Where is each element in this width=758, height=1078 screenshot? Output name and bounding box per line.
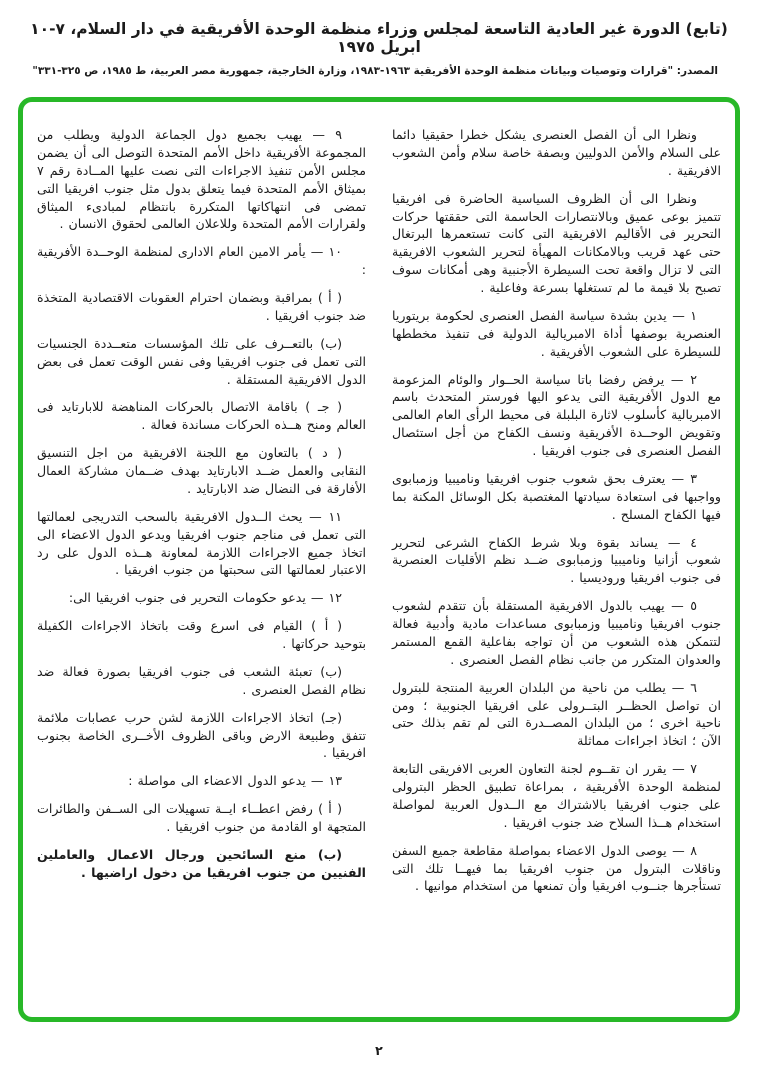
paragraph-item-8: ٨ — يوصى الدول الاعضاء بمواصلة مقاطعة جميع السفن وناقلات البترول من جنوب افريقيا بما فيهــا تلك التى تستأجرها جنــوب افريقيا وأن تمنعها من استخدام موانيها .	[392, 842, 721, 894]
paragraph-item-10-a: ( أ ) بمراقبة وبضمان احترام العقوبات الاقتصادية المتخذة ضد جنوب افريقيا .	[37, 290, 366, 323]
paragraph-item-1: ١ — يدين بشدة سياسة الفصل العنصرى لحكومة بريتوريا العنصرية بوصفها أداة الامبريالية الدولية فى تنفيذ مخططها للسيطرة على الشعوب الأفريقية .	[392, 307, 721, 359]
paragraph-item-2: ٢ — يرفض رفضا باتا سياسة الحــوار والوئام المزعومة مع الدول الأفريقية التى يدعو اليها فورستر المتحدث باسم الامبريالية كأسلوب لاثارة البلبلة فى محيط الرأى العام العالمى وتقويض الوحــدة الأفريقية ونسف الكفاح من أجل استئصال الفصل العنصرى فى جنوب افريقيا .	[392, 371, 721, 458]
paragraph-item-13: ١٣ — يدعو الدول الاعضاء الى مواصلة :	[128, 773, 342, 789]
paragraph-item-10: ١٠ — يأمر الامين العام الادارى لمنظمة الوحــدة الأفريقية :	[37, 244, 366, 278]
column-left	[37, 126, 366, 1007]
paragraph-item-12-b: (ب) تعبئة الشعب فى جنوب افريقيا بصورة فعالة ضد نظام الفصل العنصرى .	[37, 663, 366, 697]
paragraph-item-10-d: ( د ) بالتعاون مع اللجنة الافريقية من اجل التنسيق النقابى والعمل ضــد الابارتايد بهدف ضــمان مشاركة العمال الأفارقة فى النضال ضد الابارتايد .	[37, 445, 366, 496]
document-source-line: المصدر: "قرارات وتوصيات وبيانات منظمة الوحدة الأفريقية ١٩٦٣-١٩٨٣، وزارة الخارجية، جمهورية مصر العربية، ط ١٩٨٥، ص ٣٢٥-٣٣١"	[32, 65, 718, 77]
document-title: (تابع) الدورة غير العادية التاسعة لمجلس وزراء منظمة الوحدة الأفريقية في دار السلام، ٧-١٠ ابريل ١٩٧٥	[30, 20, 728, 56]
paragraph-item-13-a: ( أ ) رفض اعطــاء ايــة تسهيلات الى الســفن والطائرات المتجهة او القادمة من جنوب افريقيا .	[37, 801, 366, 834]
paragraph-item-12-a: ( أ ) القيام فى اسرع وقت باتخاذ الاجراءات الكفيلة بتوحيد حركاتها .	[37, 618, 366, 651]
page-number: ٢	[375, 1043, 383, 1058]
paragraph-item-11: ١١ — يحث الــدول الافريقية بالسحب التدريجى لعمالتها التى تعمل فى مناجم جنوب افريقيا ويدعو الدول الاعضاء الى اتخاذ جميع الاجراءات اللازمة لمعاونة هــذه الدول على رد الاعتبار لعمالتها التى سحبتها من جنوب افريقيا .	[37, 508, 366, 578]
paragraph-preamble-2: ونظرا الى أن الظروف السياسية الحاضرة فى افريقيا تتميز بوعى عميق وبالانتصارات الحاسمة التى حققتها حركات التحرير فى الأقاليم الافريقية التى كانت تستعمرها البرتغال حتى عهد قريب وبالامكانات المهيأة لتحرير الشعوب الافريقية التى لا تزال واقعة تحت السيطرة الأجنبية وهى أمكانات سوف تصبح بلا قيمة ما لم تستغلها بسرعة وفاعلية .	[392, 190, 721, 295]
green-border-content-frame	[18, 97, 740, 1022]
page-header	[0, 0, 758, 77]
paragraph-item-12: ١٢ — يدعو حكومات التحرير فى جنوب افريقيا الى:	[68, 590, 342, 606]
paragraph-item-6: ٦ — يطلب من ناحية من البلدان العربية المنتجة للبترول ان تواصل الحظــر البتــرولى على افريقيا الجنوبية ؛ ومن ناحية اخرى ؛ من البلدان المصــدرة التى لم تقم بذلك حتى الآن ؛ اتخاذ اجراءات مماثلة	[392, 679, 721, 749]
paragraph-item-5: ٥ — يهيب بالدول الافريقية المستقلة بأن تتقدم لشعوب جنوب افريقيا وناميبيا وزمبابوى مساعدات مادية وأدبية فعالة لتتمكن هذه الشعوب من أن تواجه بفاعلية القمع المستمر والعدوان المتكرر من جانب نظام الفصل العنصرى .	[392, 598, 721, 667]
paragraph-item-13-b: (ب) منع السائحين ورجال الاعمال والعاملين الفنيين من جنوب افريقيا من دخول اراضيها .	[37, 846, 366, 880]
paragraph-item-4: ٤ — يساند بقوة وبلا شرط الكفاح الشرعى لتحرير شعوب أزانيا وناميبيا وزمبابوى ضــد نظم الأقليات العنصرية فى جنوب افريقيا وروديسيا .	[392, 534, 721, 586]
paragraph-item-3: ٣ — يعترف بحق شعوب جنوب افريقيا وناميبيا وزمبابوى وواجبها فى استعادة سيادتها المغتصبة بكل الوسائل المكنة بما فيها الكفاح المسلح .	[392, 470, 721, 522]
paragraph-item-7: ٧ — يقرر ان تقــوم لجنة التعاون العربى الافريقى التابعة لمنظمة الوحدة الأفريقية ، بمراعاة تطبيق الحظر البترولى على جنوب افريقيا بالاشتراك مع الــدول العربية لمواصلة استخدام هــذا السلاح ضد جنوب افريقيا .	[392, 761, 721, 830]
paragraph-item-10-b: (ب) بالتعــرف على تلك المؤسسات متعــددة الجنسيات التى تعمل فى جنوب افريقيا وفى نفس الوقت تعمل فى بعض الدول الافريقية المستقلة .	[37, 335, 366, 387]
paragraph-preamble-1: ونظرا الى أن الفصل العنصرى يشكل خطرا حقيقيا دائما على السلام والأمن الدوليين وبصفة خاصة سلام وأمن الشعوب الافريقية .	[392, 127, 721, 178]
paragraph-item-9: ٩ — يهيب بجميع دول الجماعة الدولية ويطلب من المجموعة الأفريقية داخل الأمم المتحدة التوصل الى أن يضمن مجلس الأمن تنفيذ الاجراءات التى نصت عليها المــادة رقم ٧ بميثاق الأمم المتحدة فيما يتعلق بدول مثل جنوب افريقيا التى تمضى فى انتهاكاتها المتكررة بانتظام لمبادىء الميثاق ولقرارات الأمم المتحدة وللاعلان العالمى لحقوق الانسان .	[37, 127, 366, 232]
column-right	[392, 126, 721, 1007]
paragraph-item-12-c: (جـ) اتخاذ الاجراءات اللازمة لشن حرب عصابات ملائمة تتفق وطبيعة الارض وباقى الظروف الأخــرى الخاصة بجنوب افريقيا .	[37, 709, 366, 761]
paragraph-item-10-c: ( جـ ) باقامة الاتصال بالحركات المناهضة للابارتايد فى العالم ومنح هــذه الحركات مساندة فعالة .	[37, 399, 366, 433]
